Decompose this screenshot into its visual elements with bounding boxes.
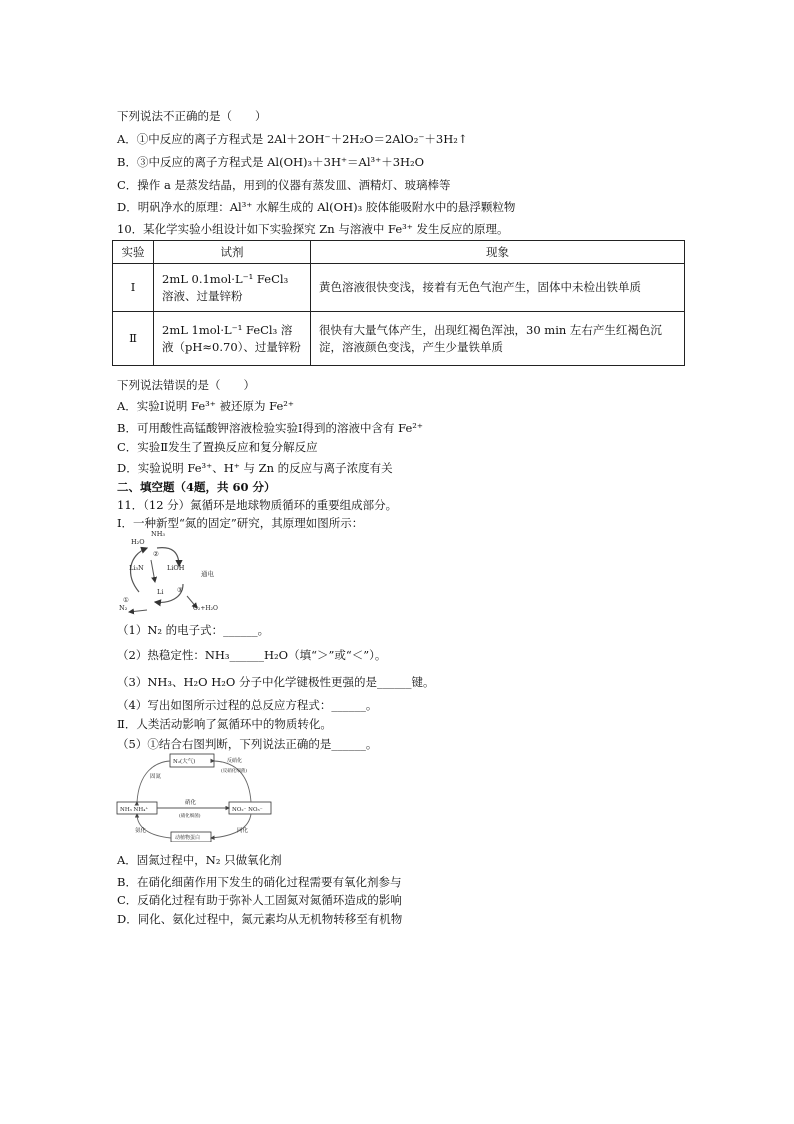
q11-option-a: A．固氮过程中，N₂ 只做氧化剂: [117, 853, 282, 867]
q9-stem: 下列说法不正确的是（ ）: [117, 109, 267, 123]
q11-stem: 11．（12 分）氮循环是地球物质循环的重要组成部分。: [117, 498, 398, 512]
fig1-step1-label: ①: [123, 596, 129, 604]
fig2-fixation-label: 固氮: [150, 774, 162, 780]
q10-question: 下列说法错误的是（ ）: [117, 378, 255, 392]
fig1-step2-label: ②: [153, 550, 159, 558]
fig1-h2o-label: H₂O: [131, 538, 145, 546]
fig2-nitrification-sub-label: (硝化细菌): [179, 814, 201, 819]
fig1-step3-label: ③: [177, 586, 183, 594]
table-cell-id: Ⅰ: [113, 264, 154, 312]
table-cell-reagent: 2mL 1mol·L⁻¹ FeCl₃ 溶液（pH≈0.70）、过量锌粉: [154, 312, 311, 366]
q11-option-d: D．同化、氨化过程中，氮元素均从无机物转移至有机物: [117, 912, 403, 926]
fig2-denitrification-sub-label: (反硝化细菌): [221, 769, 248, 774]
table-header: 实验: [113, 241, 154, 264]
nitrogen-cycle-diagram: [115, 752, 275, 842]
q10-option-a: A．实验Ⅰ说明 Fe³⁺ 被还原为 Fe²⁺: [117, 399, 294, 413]
table-cell-id: Ⅱ: [113, 312, 154, 366]
q11-sub1: （1）N₂ 的电子式：______。: [117, 623, 270, 637]
section-heading: 二、填空题（4题，共 60 分）: [117, 480, 276, 494]
q10-stem: 10．某化学实验小组设计如下实验探究 Zn 与溶液中 Fe³⁺ 发生反应的原理。: [117, 222, 509, 236]
q11-option-c: C．反硝化过程有助于弥补人工固氮对氮循环造成的影响: [117, 893, 402, 907]
table-cell-phenomenon: 黄色溶液很快变浅，接着有无色气泡产生，固体中未检出铁单质: [311, 264, 685, 312]
q11-part1: Ⅰ．一种新型“氮的固定”研究，其原理如图所示：: [117, 516, 364, 530]
q11-sub2: （2）热稳定性：NH₃______H₂O（填“＞”或“＜”）。: [117, 648, 387, 662]
fig2-assimilation-label: 同化: [237, 828, 249, 834]
fig2-protein-label: 动植物蛋白: [175, 835, 201, 841]
nitrogen-fixation-diagram: [117, 530, 227, 618]
fig1-lioh-label: LiOH: [167, 564, 185, 572]
q11-sub4: （4）写出如图所示过程的总反应方程式：______。: [117, 698, 378, 712]
fig2-ammonia-box-label: NH₃ NH₄⁺: [120, 807, 149, 813]
experiment-table: [112, 240, 685, 366]
fig1-li-label: Li: [157, 588, 164, 596]
table-cell-reagent: 2mL 0.1mol·L⁻¹ FeCl₃ 溶液、过量锌粉: [154, 264, 311, 312]
q9-option-a: A．①中反应的离子方程式是 2Al＋2OH⁻＋2H₂O＝2AlO₂⁻＋3H₂↑: [117, 132, 468, 146]
fig2-ammonification-label: 氨化: [135, 828, 147, 834]
q11-option-b: B．在硝化细菌作用下发生的硝化过程需要有氧化剂参与: [117, 875, 402, 889]
fig2-nitrification-label: 硝化: [185, 800, 197, 806]
table-row: [113, 264, 685, 312]
q9-option-b: B．③中反应的离子方程式是 Al(OH)₃＋3H⁺＝Al³⁺＋3H₂O: [117, 155, 425, 169]
fig2-nitrite-box-label: NO₂⁻ NO₃⁻: [232, 807, 263, 813]
fig1-n2-label: N₂: [119, 604, 128, 612]
fig2-n2-atmosphere-label: N₂(大气): [173, 759, 196, 765]
q11-sub3: （3）NH₃、H₂O H₂O 分子中化学键极性更强的是______键。: [117, 675, 435, 689]
fig2-denitrification-label: 反硝化: [227, 758, 243, 764]
q9-option-d: D．明矾净水的原理：Al³⁺ 水解生成的 Al(OH)₃ 胶体能吸附水中的悬浮颗粒物: [117, 200, 516, 214]
fig1-o2h2o-label: O₂+H₂O: [193, 605, 218, 612]
table-header-row: [113, 241, 685, 264]
fig1-nh3-label: NH₃: [151, 530, 165, 538]
q11-sub5: （5）①结合右图判断，下列说法正确的是______。: [117, 737, 378, 751]
table-header: 现象: [311, 241, 685, 264]
q11-part2: Ⅱ．人类活动影响了氮循环中的物质转化。: [117, 717, 332, 731]
q10-option-b: B．可用酸性高锰酸钾溶液检验实验Ⅰ得到的溶液中含有 Fe²⁺: [117, 421, 423, 435]
q10-option-d: D．实验说明 Fe³⁺、H⁺ 与 Zn 的反应与离子浓度有关: [117, 461, 393, 475]
table-header: 试剂: [154, 241, 311, 264]
q10-option-c: C．实验Ⅱ发生了置换反应和复分解反应: [117, 440, 318, 454]
table-cell-phenomenon: 很快有大量气体产生，出现红褐色浑浊，30 min 左右产生红褐色沉淀，溶液颜色变浅，产生少量铁单质: [311, 312, 685, 366]
fig1-electrolysis-label: 通电: [201, 570, 214, 578]
fig1-li3n-label: Li₃N: [129, 564, 144, 572]
q9-option-c: C．操作 a 是蒸发结晶，用到的仪器有蒸发皿、酒精灯、玻璃棒等: [117, 178, 451, 192]
table-row: [113, 312, 685, 366]
